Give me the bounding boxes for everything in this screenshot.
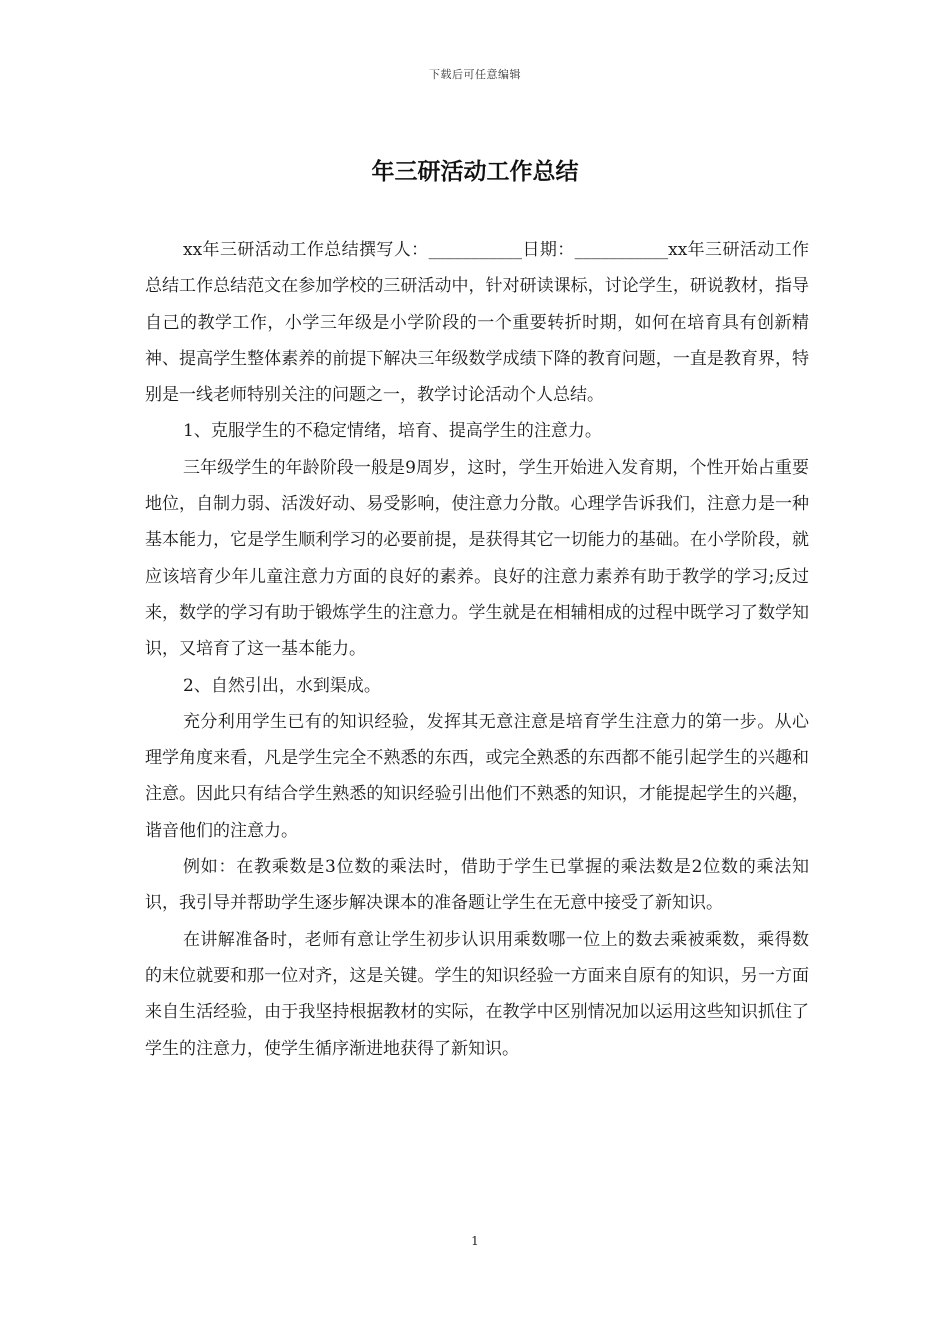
section-heading-1: 1、克服学生的不稳定情绪，培育、提高学生的注意力。 bbox=[183, 421, 602, 442]
section-heading-2: 2、自然引出，水到渠成。 bbox=[183, 675, 381, 696]
body-paragraph-intro: xx年三研活动工作总结撰写人：___________日期：___________xx年三研活动工作总结工作总结范文在参加学校的三研活动中，针对研读课标，讨论学生，研说教材，指导自己的教学工作，小学三年级是小学阶段的一个重要转折时期，如何在培育具有创新精神、提高学生整体素养的前提下解决三年级数学成绩下降的教育问题，一直是教育界，特别是一线老师特别关注的问题之一，教学讨论活动个人总结。 bbox=[145, 240, 809, 406]
header-note: 下载后可任意编辑 bbox=[429, 68, 521, 81]
body-paragraph: 三年级学生的年龄阶段一般是9周岁，这时，学生开始进入发育期，个性开始占重要地位，自制力弱、活泼好动、易受影响，使注意力分散。心理学告诉我们，注意力是一种基本能力，它是学生顺利学习的必要前提，是获得其它一切能力的基础。在小学阶段，就应该培育少年儿童注意力方面的良好的素养。良好的注意力素养有助于教学的学习;反过来，数学的学习有助于锻炼学生的注意力。学生就是在相辅相成的过程中既学习了数学知识，又培育了这一基本能力。 bbox=[145, 457, 809, 660]
body-paragraph: 充分利用学生已有的知识经验，发挥其无意注意是培育学生注意力的第一步。从心理学角度来看，凡是学生完全不熟悉的东西，或完全熟悉的东西都不能引起学生的兴趣和注意。因此只有结合学生熟悉的知识经验引出他们不熟悉的知识，才能提起学生的兴趣，谐音他们的注意力。 bbox=[145, 711, 809, 841]
body-paragraph-example: 例如：在教乘数是3位数的乘法时，借助于学生已掌握的乘法数是2位数的乘法知识，我引导并帮助学生逐步解决课本的准备题让学生在无意中接受了新知识。 bbox=[145, 857, 809, 914]
document-body bbox=[145, 232, 809, 1067]
body-paragraph: 在讲解准备时，老师有意让学生初步认识用乘数哪一位上的数去乘被乘数，乘得数的末位就要和那一位对齐，这是关键。学生的知识经验一方面来自原有的知识，另一方面来自生活经验，由于我坚持根据教材的实际，在教学中区别情况加以运用这些知识抓住了学生的注意力，使学生循序渐进地获得了新知识。 bbox=[145, 929, 809, 1059]
page-number: 1 bbox=[471, 1234, 479, 1248]
document-title: 年三研活动工作总结 bbox=[371, 159, 579, 185]
